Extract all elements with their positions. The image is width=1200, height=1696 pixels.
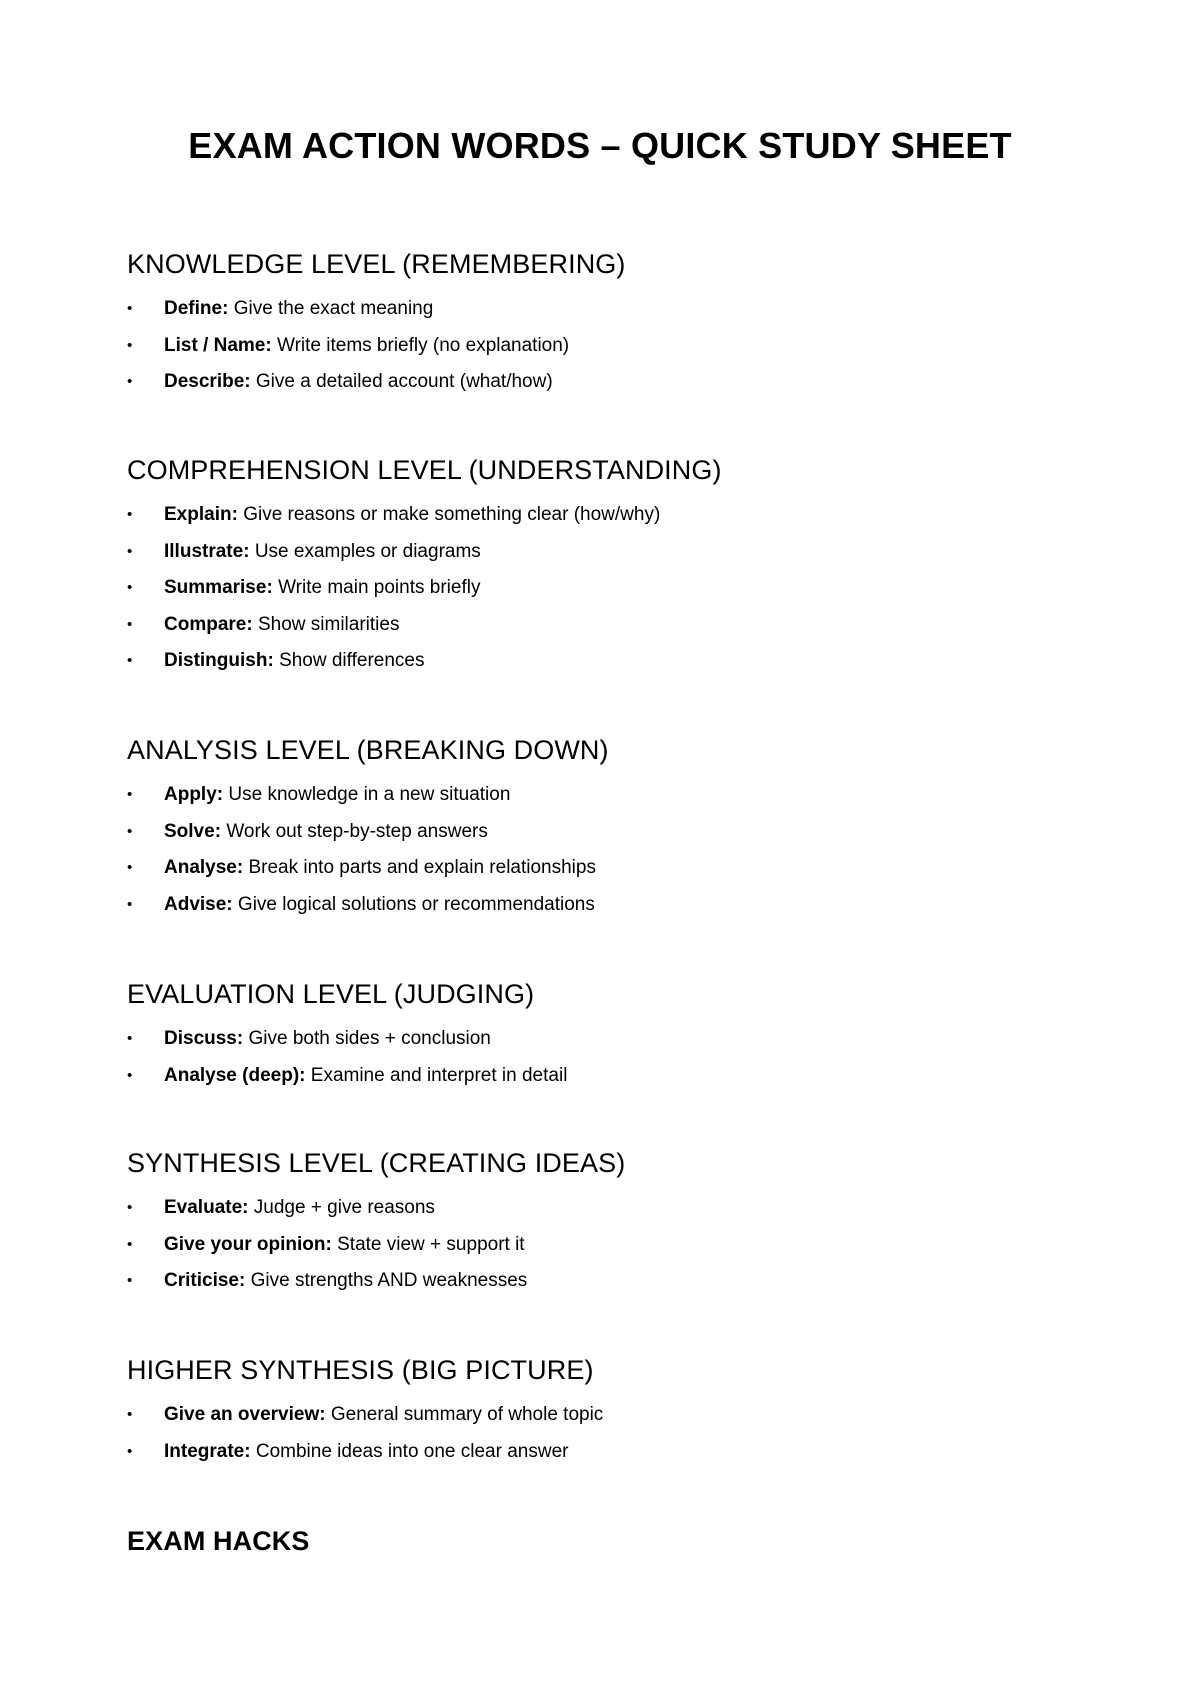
section-heading: EVALUATION LEVEL (JUDGING): [127, 979, 535, 1009]
section-analysis: [127, 733, 1127, 929]
bullet-icon: •: [127, 373, 133, 390]
list-item: [127, 1269, 1127, 1306]
item-description: Write main points briefly: [278, 577, 481, 598]
bullet-icon: •: [127, 1199, 133, 1216]
list-item: [127, 1440, 1127, 1477]
item-description: Give logical solutions or recommendations: [237, 893, 595, 915]
section-heading: ANALYSIS LEVEL (BREAKING DOWN): [127, 735, 609, 765]
section-comprehension: [127, 453, 1127, 686]
bullet-icon: •: [127, 786, 133, 803]
list-item: [127, 1403, 1127, 1440]
list-item: [127, 576, 1127, 613]
list-item: [127, 540, 1127, 577]
item-list: [127, 1027, 1127, 1100]
list-item: [127, 1233, 1127, 1270]
bullet-icon: •: [127, 1406, 133, 1423]
item-term: Define:: [164, 298, 229, 319]
list-item: [127, 820, 1127, 857]
section-knowledge: [127, 247, 1127, 407]
section-heading: HIGHER SYNTHESIS (BIG PICTURE): [127, 1355, 594, 1385]
item-term: List / Name:: [164, 334, 272, 356]
section-heading: EXAM HACKS: [127, 1526, 310, 1556]
bullet-icon: •: [127, 1030, 133, 1047]
item-description: Show differences: [279, 650, 425, 671]
list-item: [127, 783, 1127, 820]
item-description: State view + support it: [337, 1233, 525, 1255]
item-description: Give strengths AND weaknesses: [250, 1270, 528, 1291]
item-term: Evaluate:: [164, 1197, 249, 1218]
item-description: Use knowledge in a new situation: [228, 784, 511, 805]
bullet-icon: •: [127, 1235, 133, 1253]
bullet-icon: •: [127, 859, 133, 876]
item-description: Give the exact meaning: [233, 298, 434, 319]
section-heading: KNOWLEDGE LEVEL (REMEMBERING): [127, 249, 626, 279]
section-exam-hacks: [127, 1524, 1127, 1558]
item-list: [127, 297, 1127, 407]
list-item: [127, 1196, 1127, 1233]
item-description: Write items briefly (no explanation): [276, 334, 570, 356]
item-description: Give both sides + conclusion: [248, 1028, 491, 1049]
item-term: Analyse:: [164, 857, 244, 878]
item-description: General summary of whole topic: [330, 1404, 604, 1425]
item-term: Summarise:: [164, 577, 273, 598]
item-term: Discuss:: [164, 1028, 244, 1049]
section-higher-synthesis: [127, 1353, 1127, 1476]
list-item: [127, 1064, 1127, 1101]
list-item: [127, 334, 1127, 371]
item-list: [127, 1196, 1127, 1306]
section-synthesis: [127, 1146, 1127, 1306]
list-item: [127, 893, 1127, 930]
item-term: Describe:: [164, 371, 251, 392]
item-description: Combine ideas into one clear answer: [255, 1440, 569, 1462]
item-list: [127, 503, 1127, 686]
bullet-icon: •: [127, 506, 133, 523]
bullet-icon: •: [127, 336, 133, 354]
item-description: Use examples or diagrams: [254, 540, 481, 562]
item-description: Break into parts and explain relationships: [248, 857, 596, 878]
item-description: Judge + give reasons: [253, 1197, 435, 1218]
bullet-icon: •: [127, 615, 133, 633]
bullet-icon: •: [127, 822, 133, 840]
item-description: Show similarities: [257, 613, 400, 635]
list-item: [127, 370, 1127, 407]
list-item: [127, 1027, 1127, 1064]
list-item: [127, 297, 1127, 334]
bullet-icon: •: [127, 542, 133, 560]
list-item: [127, 503, 1127, 540]
item-term: Criticise:: [164, 1270, 246, 1291]
section-heading: COMPREHENSION LEVEL (UNDERSTANDING): [127, 455, 722, 485]
item-term: Distinguish:: [164, 650, 274, 671]
item-description: Give reasons or make something clear (how/why): [243, 504, 661, 525]
item-term: Apply:: [164, 784, 224, 805]
item-term: Analyse (deep):: [164, 1064, 306, 1086]
item-term: Give an overview:: [164, 1404, 326, 1425]
item-description: Give a detailed account (what/how): [255, 371, 553, 392]
item-term: Compare:: [164, 613, 253, 635]
section-heading: SYNTHESIS LEVEL (CREATING IDEAS): [127, 1148, 626, 1178]
bullet-icon: •: [127, 1066, 133, 1084]
bullet-icon: •: [127, 1272, 133, 1289]
item-list: [127, 1403, 1127, 1476]
bullet-icon: •: [127, 895, 133, 913]
bullet-icon: •: [127, 300, 133, 317]
item-term: Integrate:: [164, 1440, 251, 1462]
section-evaluation: [127, 977, 1127, 1100]
page-title: EXAM ACTION WORDS – QUICK STUDY SHEET: [188, 125, 1012, 166]
bullet-icon: •: [127, 1442, 133, 1460]
list-item: [127, 856, 1127, 893]
bullet-icon: •: [127, 579, 133, 596]
item-description: Examine and interpret in detail: [310, 1064, 568, 1086]
item-term: Illustrate:: [164, 540, 250, 562]
item-term: Give your opinion:: [164, 1233, 332, 1255]
item-description: Work out step-by-step answers: [226, 820, 488, 842]
item-list: [127, 783, 1127, 929]
item-term: Explain:: [164, 504, 238, 525]
bullet-icon: •: [127, 652, 133, 669]
item-term: Solve:: [164, 820, 222, 842]
list-item: [127, 649, 1127, 686]
item-term: Advise:: [164, 893, 233, 915]
list-item: [127, 613, 1127, 650]
